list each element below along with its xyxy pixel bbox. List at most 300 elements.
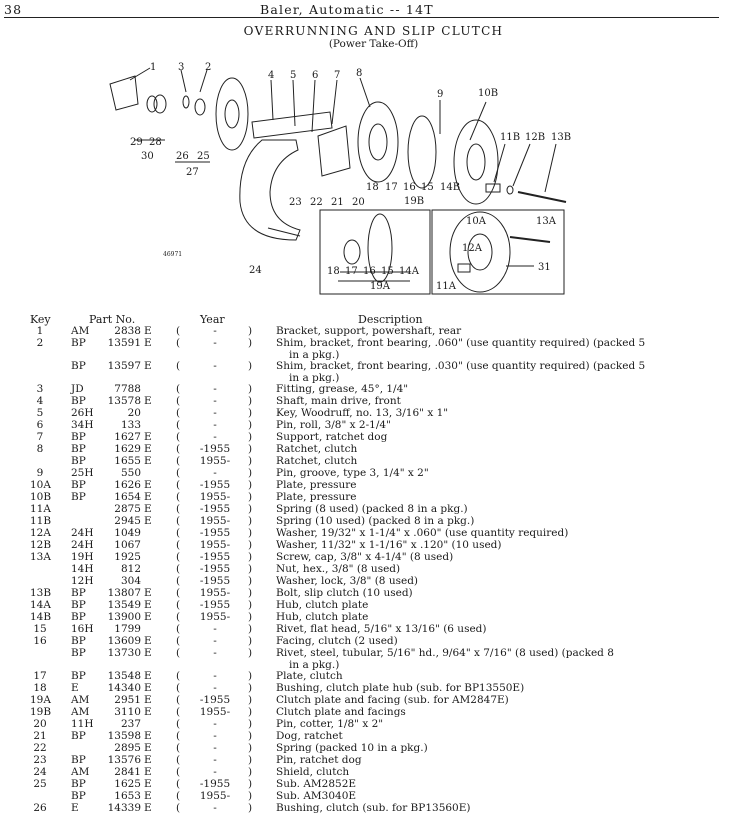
year-open-paren: (	[176, 706, 181, 718]
year-open-paren: (	[176, 670, 181, 682]
year-open-paren: (	[176, 360, 181, 372]
description-cell: Spring (packed 10 in a pkg.)	[276, 742, 428, 754]
year-cell: -	[213, 742, 217, 754]
part-prefix-cell: BP	[71, 730, 86, 742]
description-continuation: in a pkg.)	[289, 659, 340, 671]
callout-label: 7	[334, 70, 341, 81]
description-cell: Dog, ratchet	[276, 730, 343, 742]
key-cell: 17	[33, 670, 47, 682]
table-row	[0, 539, 729, 551]
year-close-paren: )	[248, 587, 253, 599]
table-row	[0, 682, 729, 694]
year-open-paren: (	[176, 563, 181, 575]
part-number-cell: 2838	[114, 325, 141, 337]
description-cell: Washer, lock, 3/8" (8 used)	[276, 575, 419, 587]
year-cell: -	[213, 431, 217, 443]
part-suffix-cell: E	[144, 503, 152, 515]
part-suffix-cell: E	[144, 647, 152, 659]
key-cell: 18	[33, 682, 47, 694]
part-suffix-cell: E	[144, 766, 152, 778]
year-cell: -1955	[199, 563, 231, 575]
description-cell: Sub. AM2852E	[276, 778, 357, 790]
key-cell: 15	[33, 623, 47, 635]
part-prefix-cell: 25H	[71, 467, 94, 479]
year-close-paren: )	[248, 718, 253, 730]
description-cell: Fitting, grease, 45°, 1/4"	[276, 383, 409, 395]
description-cell: Facing, clutch (2 used)	[276, 635, 398, 647]
part-number-cell: 13591	[107, 337, 141, 349]
callout-label: 6	[312, 70, 319, 81]
callout-label: 19A	[370, 281, 390, 292]
part-prefix-cell: AM	[71, 766, 90, 778]
part-prefix-cell: 24H	[71, 539, 94, 551]
running-title: Baler, Automatic -- 14T	[260, 2, 434, 17]
table-row	[0, 407, 729, 419]
page-title: OVERRUNNING AND SLIP CLUTCH	[243, 24, 504, 38]
figure-number: 46971	[163, 251, 183, 258]
description-cell: Shield, clutch	[276, 766, 350, 778]
part-number-cell: 1067	[114, 539, 141, 551]
year-cell: -1955	[199, 503, 231, 515]
year-open-paren: (	[176, 443, 181, 455]
year-open-paren: (	[176, 778, 181, 790]
year-cell: 1955-	[199, 539, 231, 551]
table-row	[0, 491, 729, 503]
year-close-paren: )	[248, 419, 253, 431]
description-cell: Plate, pressure	[276, 491, 357, 503]
key-cell: 19A	[30, 694, 51, 706]
key-cell: 26	[33, 802, 47, 814]
part-prefix-cell: BP	[71, 360, 86, 372]
callout-label: 17	[345, 266, 358, 277]
description-cell: Bracket, support, powershaft, rear	[276, 325, 462, 337]
callout-label: 22	[310, 197, 323, 208]
part-prefix-cell: BP	[71, 479, 86, 491]
table-row	[0, 611, 729, 623]
part-prefix-cell: 12H	[71, 575, 94, 587]
year-close-paren: )	[248, 623, 253, 635]
callout-label: 18	[366, 182, 379, 193]
year-close-paren: )	[248, 754, 253, 766]
callout-label: 24	[249, 265, 262, 276]
year-close-paren: )	[248, 670, 253, 682]
description-cell: Plate, clutch	[276, 670, 343, 682]
year-cell: -1955	[199, 527, 231, 539]
table-row	[0, 599, 729, 611]
year-cell: -	[213, 337, 217, 349]
key-cell: 13B	[30, 587, 52, 599]
year-cell: 1955-	[199, 515, 231, 527]
part-prefix-cell: BP	[71, 455, 86, 467]
table-row	[0, 742, 729, 754]
year-cell: -	[213, 730, 217, 742]
callout-label: 18	[327, 266, 340, 277]
part-prefix-cell: BP	[71, 443, 86, 455]
part-prefix-cell: BP	[71, 635, 86, 647]
part-prefix-cell: E	[71, 682, 79, 694]
description-cell: Plate, pressure	[276, 479, 357, 491]
part-prefix-cell: BP	[71, 431, 86, 443]
description-cell: Rivet, flat head, 5/16" x 13/16" (6 used)	[276, 623, 487, 635]
year-open-paren: (	[176, 431, 181, 443]
year-close-paren: )	[248, 479, 253, 491]
part-prefix-cell: 11H	[71, 718, 94, 730]
callout-label: 14B	[440, 182, 461, 193]
exploded-parts-diagram	[0, 52, 729, 302]
callout-label: 27	[186, 167, 199, 178]
part-prefix-cell: 19H	[71, 551, 94, 563]
table-row	[0, 551, 729, 563]
year-open-paren: (	[176, 730, 181, 742]
part-number-cell: 7788	[114, 383, 141, 395]
part-prefix-cell: BP	[71, 599, 86, 611]
key-cell: 19B	[30, 706, 52, 718]
year-cell: -	[213, 325, 217, 337]
part-number-cell: 1654	[114, 491, 141, 503]
part-number-cell: 812	[120, 563, 141, 575]
part-number-cell: 1625	[114, 778, 141, 790]
callout-label: 5	[290, 70, 297, 81]
callout-label: 29	[130, 137, 143, 148]
year-close-paren: )	[248, 694, 253, 706]
callout-label: 23	[289, 197, 302, 208]
key-cell: 1	[36, 325, 44, 337]
year-cell: -	[213, 419, 217, 431]
page-subtitle: (Power Take-Off)	[328, 38, 419, 50]
key-cell: 21	[33, 730, 47, 742]
year-close-paren: )	[248, 599, 253, 611]
year-close-paren: )	[248, 431, 253, 443]
table-row	[0, 443, 729, 455]
table-row	[0, 563, 729, 575]
flange-plate	[216, 78, 248, 150]
year-cell: -	[213, 670, 217, 682]
table-row	[0, 647, 729, 659]
main-drive-shaft	[252, 112, 332, 138]
key-cell: 12B	[30, 539, 52, 551]
year-close-paren: )	[248, 551, 253, 563]
year-close-paren: )	[248, 778, 253, 790]
table-row	[0, 635, 729, 647]
table-row	[0, 515, 729, 527]
year-close-paren: )	[248, 611, 253, 623]
part-prefix-cell: BP	[71, 395, 86, 407]
part-prefix-cell: E	[71, 802, 79, 814]
part-number-cell: 13900	[107, 611, 141, 623]
table-row	[0, 455, 729, 467]
part-number-cell: 14340	[107, 682, 141, 694]
part-suffix-cell: E	[144, 325, 152, 337]
part-suffix-cell: E	[144, 778, 152, 790]
part-suffix-cell: E	[144, 479, 152, 491]
part-number-cell: 1627	[114, 431, 141, 443]
part-prefix-cell: 16H	[71, 623, 94, 635]
part-prefix-cell: BP	[71, 647, 86, 659]
part-suffix-cell: E	[144, 443, 152, 455]
year-open-paren: (	[176, 647, 181, 659]
table-row	[0, 706, 729, 718]
year-close-paren: )	[248, 360, 253, 372]
description-cell: Clutch plate and facing (sub. for AM2847E)	[276, 694, 509, 706]
callout-label: 17	[385, 182, 398, 193]
column-header-part: Part No.	[89, 313, 136, 326]
key-cell: 9	[36, 467, 44, 479]
year-open-paren: (	[176, 325, 181, 337]
key-cell: 10B	[30, 491, 52, 503]
year-cell: -	[213, 467, 217, 479]
part-suffix-cell: E	[144, 587, 152, 599]
table-row	[0, 802, 729, 814]
year-open-paren: (	[176, 551, 181, 563]
description-cell: Spring (10 used) (packed 8 in a pkg.)	[276, 515, 475, 527]
description-cell: Clutch plate and facings	[276, 706, 406, 718]
part-suffix-cell: E	[144, 611, 152, 623]
part-number-cell: 1653	[114, 790, 141, 802]
callout-label: 15	[421, 182, 434, 193]
year-cell: 1955-	[199, 611, 231, 623]
key-cell: 11A	[30, 503, 51, 515]
part-suffix-cell: E	[144, 515, 152, 527]
description-cell: Ratchet, clutch	[276, 443, 358, 455]
part-number-cell: 20	[127, 407, 141, 419]
year-close-paren: )	[248, 527, 253, 539]
part-number-cell: 2945	[114, 515, 141, 527]
table-row	[0, 623, 729, 635]
table-row	[0, 670, 729, 682]
part-suffix-cell: E	[144, 395, 152, 407]
callout-label: 26	[176, 151, 189, 162]
table-row	[0, 730, 729, 742]
year-close-paren: )	[248, 395, 253, 407]
key-cell: 7	[36, 431, 44, 443]
part-number-cell: 13598	[107, 730, 141, 742]
year-cell: -	[213, 360, 217, 372]
description-cell: Ratchet, clutch	[276, 455, 358, 467]
column-header-description: Description	[358, 313, 423, 326]
part-prefix-cell: 24H	[71, 527, 94, 539]
table-row	[0, 527, 729, 539]
part-suffix-cell: E	[144, 491, 152, 503]
callout-label: 12A	[462, 243, 482, 254]
callout-label: 30	[141, 151, 154, 162]
key-cell: 14A	[30, 599, 51, 611]
year-cell: -	[213, 623, 217, 635]
key-cell: 8	[36, 443, 44, 455]
year-open-paren: (	[176, 455, 181, 467]
part-number-cell: 2875	[114, 503, 141, 515]
description-continuation: in a pkg.)	[289, 372, 340, 384]
part-prefix-cell: BP	[71, 778, 86, 790]
year-open-paren: (	[176, 694, 181, 706]
year-open-paren: (	[176, 611, 181, 623]
year-cell: -1955	[199, 575, 231, 587]
description-cell: Bushing, clutch (sub. for BP13560E)	[276, 802, 471, 814]
year-close-paren: )	[248, 647, 253, 659]
part-number-cell: 13578	[107, 395, 141, 407]
key-cell: 13A	[30, 551, 51, 563]
year-open-paren: (	[176, 754, 181, 766]
description-cell: Bolt, slip clutch (10 used)	[276, 587, 413, 599]
year-cell: -	[213, 383, 217, 395]
callout-label: 9	[437, 89, 444, 100]
table-row	[0, 467, 729, 479]
part-prefix-cell: 14H	[71, 563, 94, 575]
callout-label: 15	[381, 266, 394, 277]
part-suffix-cell: E	[144, 754, 152, 766]
key-cell: 20	[33, 718, 47, 730]
description-cell: Rivet, steel, tubular, 5/16" hd., 9/64" x 7/16" (8 used) (packed 8	[276, 647, 614, 659]
part-prefix-cell: BP	[71, 611, 86, 623]
year-close-paren: )	[248, 491, 253, 503]
table-row	[0, 479, 729, 491]
year-open-paren: (	[176, 419, 181, 431]
year-cell: 1955-	[199, 587, 231, 599]
part-number-cell: 550	[120, 467, 141, 479]
year-cell: 1955-	[199, 790, 231, 802]
page-number: 38	[4, 2, 23, 17]
year-close-paren: )	[248, 539, 253, 551]
table-row	[0, 325, 729, 337]
table-row	[0, 337, 729, 349]
table-row	[0, 718, 729, 730]
year-open-paren: (	[176, 539, 181, 551]
part-number-cell: 13576	[107, 754, 141, 766]
year-cell: -	[213, 766, 217, 778]
callout-label: 31	[538, 262, 551, 273]
description-cell: Shim, bracket, front bearing, .060" (use quantity required) (packed 5	[276, 337, 646, 349]
part-prefix-cell: BP	[71, 670, 86, 682]
year-close-paren: )	[248, 802, 253, 814]
year-open-paren: (	[176, 623, 181, 635]
key-cell: 5	[36, 407, 44, 419]
part-number-cell: 2895	[114, 742, 141, 754]
part-number-cell: 13597	[107, 360, 141, 372]
year-close-paren: )	[248, 766, 253, 778]
pressure-plate	[454, 120, 498, 204]
part-suffix-cell: E	[144, 742, 152, 754]
year-cell: -1955	[199, 694, 231, 706]
description-cell: Pin, cotter, 1/8" x 2"	[276, 718, 384, 730]
part-suffix-cell: E	[144, 337, 152, 349]
year-open-paren: (	[176, 395, 181, 407]
part-suffix-cell: E	[144, 682, 152, 694]
year-open-paren: (	[176, 407, 181, 419]
callout-label: 25	[197, 151, 210, 162]
year-open-paren: (	[176, 575, 181, 587]
year-close-paren: )	[248, 407, 253, 419]
key-cell: 10A	[30, 479, 51, 491]
table-row	[0, 383, 729, 395]
description-cell: Nut, hex., 3/8" (8 used)	[276, 563, 401, 575]
year-cell: 1955-	[199, 706, 231, 718]
part-suffix-cell: E	[144, 694, 152, 706]
callout-label: 11A	[436, 281, 456, 292]
table-row	[0, 587, 729, 599]
part-number-cell: 13807	[107, 587, 141, 599]
year-cell: -1955	[199, 551, 231, 563]
key-cell: 23	[33, 754, 47, 766]
year-cell: 1955-	[199, 491, 231, 503]
year-open-paren: (	[176, 515, 181, 527]
year-close-paren: )	[248, 455, 253, 467]
table-row	[0, 754, 729, 766]
page-header	[4, 2, 719, 18]
key-cell: 3	[36, 383, 44, 395]
callout-label: 21	[331, 197, 344, 208]
part-suffix-cell: E	[144, 670, 152, 682]
table-row	[0, 431, 729, 443]
part-prefix-cell: AM	[71, 706, 90, 718]
ratchet-clutch	[358, 102, 398, 182]
callout-label: 13A	[536, 216, 556, 227]
key-cell: 11B	[30, 515, 52, 527]
key-cell: 16	[33, 635, 47, 647]
year-open-paren: (	[176, 599, 181, 611]
key-cell: 25	[33, 778, 47, 790]
part-number-cell: 1925	[114, 551, 141, 563]
callout-label: 13B	[551, 132, 572, 143]
year-close-paren: )	[248, 515, 253, 527]
callout-label: 2	[205, 62, 212, 73]
year-cell: -	[213, 647, 217, 659]
callout-label: 19B	[404, 196, 425, 207]
key-cell: 24	[33, 766, 47, 778]
part-prefix-cell: BP	[71, 587, 86, 599]
description-cell: Pin, groove, type 3, 1/4" x 2"	[276, 467, 429, 479]
description-cell: Pin, ratchet dog	[276, 754, 362, 766]
key-cell: 22	[33, 742, 47, 754]
part-prefix-cell: 26H	[71, 407, 94, 419]
year-close-paren: )	[248, 325, 253, 337]
diagram-illustration	[0, 52, 729, 302]
description-cell: Hub, clutch plate	[276, 599, 369, 611]
year-close-paren: )	[248, 730, 253, 742]
description-cell: Support, ratchet dog	[276, 431, 388, 443]
year-open-paren: (	[176, 718, 181, 730]
part-prefix-cell: BP	[71, 754, 86, 766]
description-cell: Hub, clutch plate	[276, 611, 369, 623]
description-cell: Washer, 11/32" x 1-1/16" x .120" (10 used)	[276, 539, 502, 551]
part-number-cell: 237	[120, 718, 141, 730]
year-close-paren: )	[248, 467, 253, 479]
part-number-cell: 2841	[114, 766, 141, 778]
year-close-paren: )	[248, 563, 253, 575]
callout-label: 3	[178, 62, 185, 73]
year-cell: -1955	[199, 778, 231, 790]
part-suffix-cell: E	[144, 790, 152, 802]
part-number-cell: 1655	[114, 455, 141, 467]
key-cell: 12A	[30, 527, 51, 539]
part-number-cell: 13730	[107, 647, 141, 659]
year-open-paren: (	[176, 742, 181, 754]
table-row	[0, 575, 729, 587]
callout-label: 10A	[466, 216, 486, 227]
callout-label: 16	[363, 266, 376, 277]
year-cell: -	[213, 754, 217, 766]
part-suffix-cell: E	[144, 431, 152, 443]
bracket-part	[110, 76, 138, 110]
year-open-paren: (	[176, 682, 181, 694]
header-rule	[4, 17, 719, 18]
table-row	[0, 360, 729, 372]
year-close-paren: )	[248, 337, 253, 349]
part-number-cell: 13549	[107, 599, 141, 611]
year-open-paren: (	[176, 587, 181, 599]
year-close-paren: )	[248, 383, 253, 395]
description-cell: Key, Woodruff, no. 13, 3/16" x 1"	[276, 407, 449, 419]
key-cell: 6	[36, 419, 44, 431]
description-cell: Shim, bracket, front bearing, .030" (use quantity required) (packed 5	[276, 360, 646, 372]
